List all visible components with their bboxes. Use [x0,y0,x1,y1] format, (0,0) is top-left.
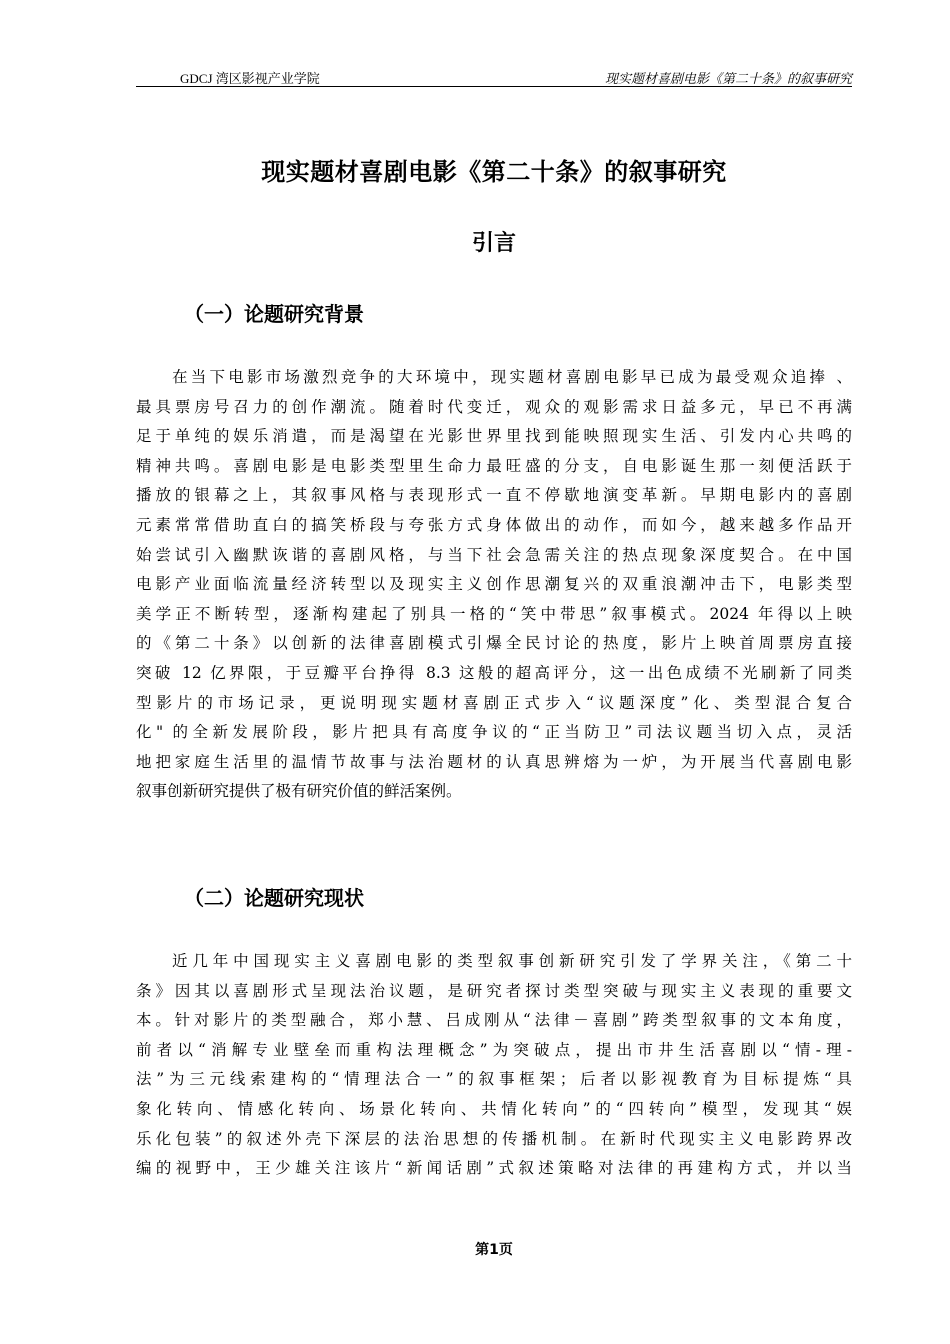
paragraph-line: 在当下电影市场激烈竞争的大环境中，现实题材喜剧电影早已成为最受观众追捧 、 [172,368,852,386]
paragraph-line: 化" 的全新发展阶段，影片把具有高度争议的“正当防卫”司法议题当切入点，灵活 [136,723,852,742]
paragraph-line: 前者以“消解专业壁垒而重构法理概念”为突破点，提出市井生活喜剧以“情-理- [136,1040,852,1059]
paragraph-line: 精神共鸣。喜剧电影是电影类型里生命力最旺盛的分支，自电影诞生那一刻便活跃于 [136,456,852,475]
page-header [136,66,852,87]
paragraph-line: 最具票房号召力的创作潮流。随着时代变迁，观众的观影需求日益多元，早已不再满 [136,397,852,416]
paragraph-line: 美学正不断转型，逐渐构建起了别具一格的“笑中带思”叙事模式。2024 年得以上映 [136,604,852,623]
header-running-title: 现实题材喜剧电影《第二十条》的叙事研究 [604,71,852,86]
paragraph-line: 播放的银幕之上，其叙事风格与表现形式一直不停歇地演变革新。早期电影内的喜剧 [136,486,852,505]
paragraph-status [136,947,852,1184]
paragraph-line: 象化转向、情感化转向、场景化转向、共情化转向”的“四转向”模型，发现其“娱 [136,1099,852,1118]
paragraph-line: 型影片的市场记录，更说明现实题材喜剧正式步入“议题深度”化、类型混合复合 [136,693,852,712]
paragraph-line: 元素常常借助直白的搞笑桥段与夸张方式身体做出的动作，而如今，越来越多作品开 [136,515,852,534]
paragraph-line: 地把家庭生活里的温情节故事与法治题材的认真思辨熔为一炉，为开展当代喜剧电影 [136,752,852,771]
paragraph-line: 本。针对影片的类型融合，郑小慧、吕成刚从“法律－喜剧”跨类型叙事的文本角度， [136,1011,852,1030]
paragraph-line: 乐化包装”的叙述外壳下深层的法治思想的传播机制。在新时代现实主义电影跨界改 [136,1129,852,1148]
paragraph-background [136,363,852,807]
paragraph-line: 编的视野中，王少雄关注该片“新闻话剧”式叙述策略对法律的再建构方式，并以当 [136,1159,852,1178]
paragraph-line: 近几年中国现实主义喜剧电影的类型叙事创新研究引发了学界关注，《第二十 [172,952,852,970]
paragraph-line: 足于单纯的娱乐消遣，而是渴望在光影世界里找到能映照现实生活、引发内心共鸣的 [136,427,852,446]
paragraph-line: 法”为三元线索建构的“情理法合一”的叙事框架；后者以影视教育为目标提炼“具 [136,1070,852,1089]
paragraph-line: 电影产业面临流量经济转型以及现实主义创作思潮复兴的双重浪潮冲击下，电影类型 [136,575,852,594]
paragraph-line: 的《第二十条》以创新的法律喜剧模式引爆全民讨论的热度，影片上映首周票房直接 [136,634,852,653]
page-number: 第1页 [475,1242,513,1258]
introduction-heading: 引言 [471,231,516,256]
section-heading-background: （一）论题研究背景 [184,302,364,326]
paragraph-line: 始尝试引入幽默诙谐的喜剧风格，与当下社会急需关注的热点现象深度契合。在中国 [136,545,852,564]
header-institution: GDCJ 湾区影视产业学院 [180,71,320,86]
section-heading-status: （二）论题研究现状 [184,886,364,910]
paragraph-line: 突破 12 亿界限，于豆瓣平台挣得 8.3 这般的超高评分，这一出色成绩不光刷新了同类 [136,663,852,682]
paragraph-line: 条》因其以喜剧形式呈现法治议题，是研究者探讨类型突破与现实主义表现的重要文 [136,981,852,1000]
document-title: 现实题材喜剧电影《第二十条》的叙事研究 [261,158,727,186]
paragraph-line: 叙事创新研究提供了极有研究价值的鲜活案例。 [136,782,462,801]
